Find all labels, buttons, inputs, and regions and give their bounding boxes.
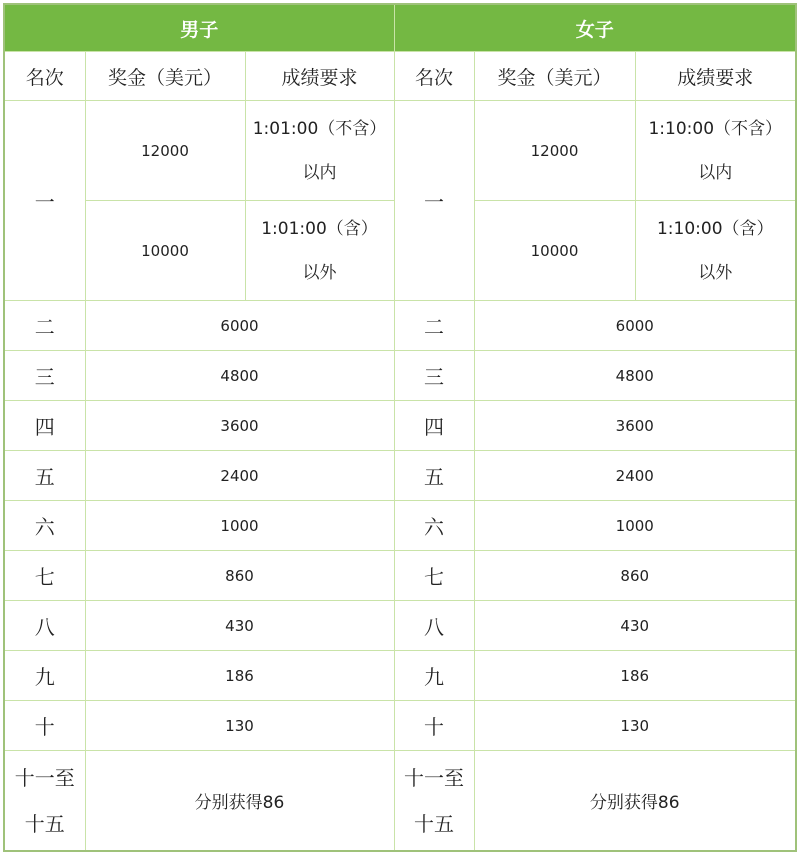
prize-cell-women: 12000: [474, 101, 635, 201]
rank-cell-women: 十: [394, 701, 474, 751]
table-row: [4, 551, 796, 601]
requirement-time: 1:10:00（含）: [656, 218, 774, 239]
rank-cell-women: 二: [394, 301, 474, 351]
table-row: [4, 451, 796, 501]
prize-cell-men: 430: [85, 601, 394, 651]
column-header-row: [4, 52, 796, 101]
rank-cell-women: 六: [394, 501, 474, 551]
rank-cell-men: 八: [4, 601, 85, 651]
rank-cell-women: 八: [394, 601, 474, 651]
rank-cell-women: 五: [394, 451, 474, 501]
prize-cell-men: 10000: [85, 201, 245, 301]
prize-cell-men: 860: [85, 551, 394, 601]
requirement-cell-men: [245, 201, 394, 301]
group-title-women: 女子: [394, 4, 796, 52]
rank-cell-men: 一: [4, 101, 85, 301]
requirement-time: 1:01:00（含）: [261, 218, 378, 239]
requirement-cell-women: [635, 201, 796, 301]
prize-cell-men: 186: [85, 651, 394, 701]
rank-cell-men: 五: [4, 451, 85, 501]
prize-cell-men: 1000: [85, 501, 394, 551]
rank-range-start: 十一至: [404, 765, 464, 790]
requirement-qualifier: 以内: [698, 162, 733, 183]
col-header-requirement-men: 成绩要求: [245, 52, 394, 101]
rank-range-end: 十五: [414, 811, 454, 836]
requirement-qualifier: 以外: [698, 262, 733, 283]
rank-cell-men: 二: [4, 301, 85, 351]
requirement-qualifier: 以外: [302, 262, 337, 283]
table-row: [4, 351, 796, 401]
rank-cell-men: 十: [4, 701, 85, 751]
table-row-first-tier-1: [4, 101, 796, 201]
col-header-rank-women: 名次: [394, 52, 474, 101]
prize-cell-women: 430: [474, 601, 796, 651]
col-header-requirement-women: 成绩要求: [635, 52, 796, 101]
table-row: [4, 701, 796, 751]
rank-cell-women: 九: [394, 651, 474, 701]
rank-cell-women: [394, 751, 474, 852]
group-title-men: 男子: [4, 4, 394, 52]
rank-range-start: 十一至: [14, 765, 75, 790]
requirement-cell-women: [635, 101, 796, 201]
col-header-prize-women: 奖金（美元）: [474, 52, 635, 101]
rank-cell-men: 六: [4, 501, 85, 551]
rank-cell-men: 九: [4, 651, 85, 701]
prize-cell-men: 2400: [85, 451, 394, 501]
prize-cell-women: 4800: [474, 351, 796, 401]
rank-cell-men: [4, 751, 85, 852]
prize-cell-women: 分别获得86: [474, 751, 796, 852]
prize-cell-men: 6000: [85, 301, 394, 351]
prize-cell-men: 130: [85, 701, 394, 751]
col-header-rank-men: 名次: [4, 52, 85, 101]
prize-cell-women: 6000: [474, 301, 796, 351]
group-header-row: [4, 4, 796, 52]
prize-money-table: [3, 3, 797, 852]
prize-cell-women: 3600: [474, 401, 796, 451]
rank-cell-men: 四: [4, 401, 85, 451]
prize-cell-women: 2400: [474, 451, 796, 501]
col-header-prize-men: 奖金（美元）: [85, 52, 245, 101]
table-row-ranks-11-15: [4, 751, 796, 852]
rank-cell-men: 七: [4, 551, 85, 601]
table-row: [4, 301, 796, 351]
prize-cell-men: 3600: [85, 401, 394, 451]
requirement-time: 1:10:00（不含）: [648, 118, 783, 139]
table-row: [4, 401, 796, 451]
prize-cell-men: 分别获得86: [85, 751, 394, 852]
rank-cell-women: 七: [394, 551, 474, 601]
requirement-qualifier: 以内: [302, 162, 337, 183]
table-row: [4, 651, 796, 701]
requirement-time: 1:01:00（不含）: [252, 118, 387, 139]
rank-range-end: 十五: [24, 811, 65, 836]
prize-table-container: [3, 3, 795, 852]
rank-cell-men: 三: [4, 351, 85, 401]
prize-cell-women: 1000: [474, 501, 796, 551]
rank-cell-women: 四: [394, 401, 474, 451]
prize-cell-women: 10000: [474, 201, 635, 301]
rank-cell-women: 三: [394, 351, 474, 401]
prize-cell-men: 4800: [85, 351, 394, 401]
table-row: [4, 501, 796, 551]
prize-cell-men: 12000: [85, 101, 245, 201]
prize-cell-women: 130: [474, 701, 796, 751]
requirement-cell-men: [245, 101, 394, 201]
rank-cell-women: 一: [394, 101, 474, 301]
prize-cell-women: 186: [474, 651, 796, 701]
table-row: [4, 601, 796, 651]
prize-cell-women: 860: [474, 551, 796, 601]
